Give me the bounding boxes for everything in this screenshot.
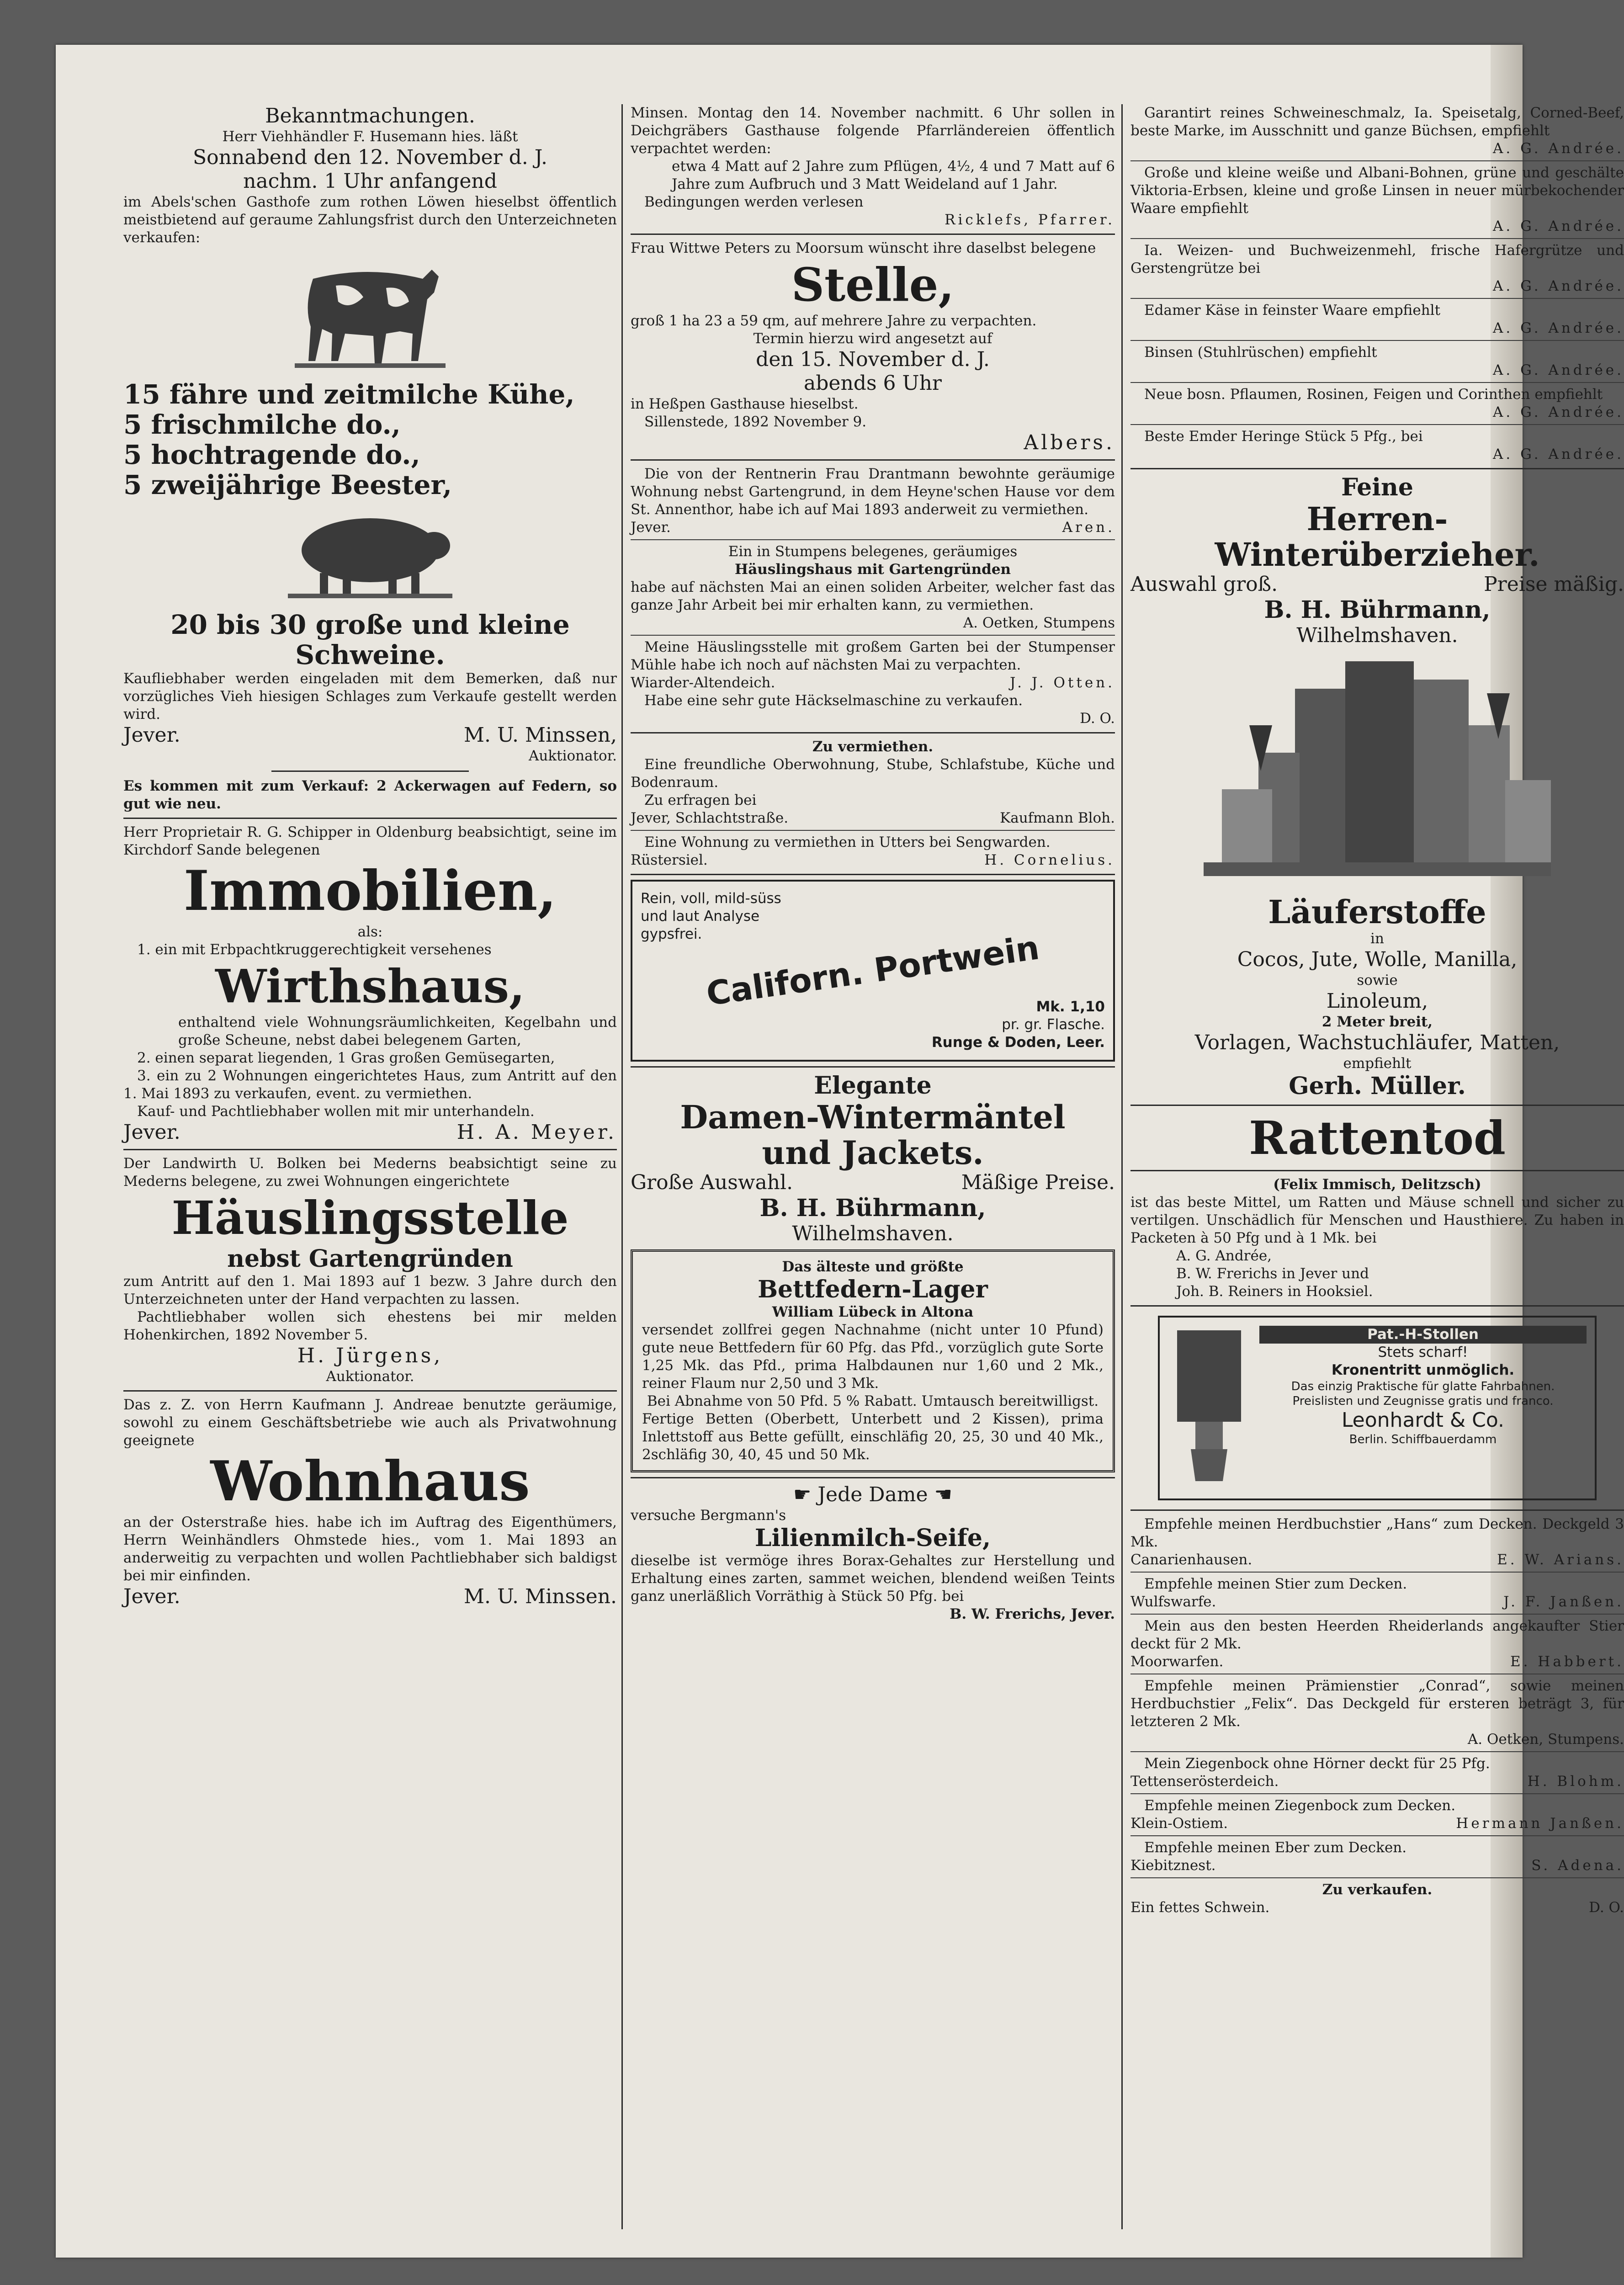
ad-text: Preislisten und Zeugnisse gratis und franco. xyxy=(1292,1394,1554,1408)
ad-text: Empfehle meinen Herdbuchstier „Hans“ zum Decken. Deckgeld 3 Mk. xyxy=(1130,1516,1624,1550)
signature: S. Adena. xyxy=(1531,1857,1624,1874)
ad-text: 3. ein zu 2 Wohnungen eingerichtetes Haus, zum Antritt auf den 1. Mai 1893 zu verkaufen, event. zu vermiethen. xyxy=(123,1068,617,1102)
signature: B. W. Frerichs, Jever. xyxy=(950,1606,1115,1622)
divider xyxy=(1130,160,1624,161)
divider xyxy=(1130,298,1624,299)
ad-text: im Abels'schen Gasthofe zum rothen Löwen hieselbst öffentlich meistbietend auf geraume Zahlungsfrist durch den Unterzeichneten verkaufen: xyxy=(123,194,617,246)
signature-row xyxy=(1130,1815,1624,1833)
place: Rüstersiel. xyxy=(631,852,708,868)
divider xyxy=(1130,1751,1624,1752)
ad-title: Bettfedern-Lager xyxy=(758,1275,988,1303)
firm: B. H. Bührmann, xyxy=(1264,596,1491,624)
signature-row xyxy=(631,519,1115,537)
ad-text: Die von der Rentnerin Frau Drantmann bewohnte geräumige Wohnung nebst Gartengrund, in dem Heyne'schen Hause vor dem St. Annenthor, habe ich auf Mai 1893 anderweit zu vermiethen. xyxy=(631,466,1115,518)
signature-row xyxy=(1130,1593,1624,1611)
ad-title: Läuferstoffe xyxy=(1268,893,1486,931)
ad-text: versuche Bergmann's xyxy=(631,1507,786,1524)
ad-text: Bei Abnahme von 50 Pfd. 5 % Rabatt. Umtausch bereitwilligst. xyxy=(647,1393,1099,1409)
signature-row xyxy=(1130,1857,1624,1875)
ad-text: Jede Dame xyxy=(817,1483,928,1506)
firm: B. H. Bührmann, xyxy=(759,1194,986,1222)
ad-title: Herren- xyxy=(1306,500,1448,538)
role: Auktionator. xyxy=(528,748,617,764)
divider xyxy=(631,459,1115,461)
place: Jever. xyxy=(123,723,180,747)
ad-text: gypsfrei. xyxy=(641,926,702,942)
carpet-rolls-illustration xyxy=(1194,652,1560,890)
ad-title: Winterüberzieher. xyxy=(1215,536,1540,574)
ad-time: abends 6 Uhr xyxy=(804,372,942,395)
ad-text: Minsen. Montag den 14. November nachmitt. 6 Uhr sollen in Deichgräbers Gasthause folgende Pfarrländereien öffentlich verpachtet werden: xyxy=(631,105,1115,157)
ad-text: Zu erfragen bei xyxy=(644,792,757,808)
ad-text: Kronentritt unmöglich. xyxy=(1331,1362,1515,1378)
signature-row xyxy=(1130,1551,1624,1569)
ad-time: nachm. 1 Uhr anfangend xyxy=(243,170,497,193)
ad-text: Eine freundliche Oberwohnung, Stube, Schlafstube, Küche und Bodenraum. xyxy=(631,756,1115,791)
signature-row xyxy=(1130,1773,1624,1791)
ad-text: Preise mäßig. xyxy=(1484,573,1624,596)
ad-text: Auswahl groß. xyxy=(1130,573,1278,596)
signature-row xyxy=(1130,1899,1624,1917)
ad-text: Rein, voll, mild-süss xyxy=(641,890,781,907)
ad-text: Linoleum, xyxy=(1326,989,1428,1013)
divider xyxy=(1130,1835,1624,1836)
signature: Albers. xyxy=(1024,431,1115,454)
ad-title: Elegante xyxy=(814,1072,932,1100)
signature: E. W. Arians. xyxy=(1497,1552,1624,1568)
ad-text: habe auf nächsten Mai an einen soliden Arbeiter, welcher fast das ganze Jahr Arbeit bei mir erhalten kann, zu vermiethen. xyxy=(631,579,1115,613)
ad-text: Habe eine sehr gute Häckselmaschine zu verkaufen. xyxy=(644,692,1023,709)
ad-text: Das z. Z. von Herrn Kaufmann J. Andreae benutzte geräumige, sowohl zu einem Geschäftsbetriebe wie auch als Privatwohnung geeignete xyxy=(123,1397,617,1449)
ad-text: Garantirt reines Schweineschmalz, Ia. Speisetalg, Corned-Beef, beste Marke, im Ausschnitt und ganze Büchsen, empfiehlt xyxy=(1130,105,1624,139)
divider xyxy=(123,1149,617,1150)
ad-text: Joh. B. Reiners in Hooksiel. xyxy=(1176,1283,1373,1300)
ad-title: Rattentod xyxy=(1249,1111,1506,1165)
signature: J. F. Janßen. xyxy=(1503,1594,1624,1610)
section-heading: Bekanntmachungen. xyxy=(265,104,475,128)
divider xyxy=(631,1477,1115,1478)
ad-text: Empfehle meinen Ziegenbock zum Decken. xyxy=(1144,1797,1456,1814)
livestock-item: 5 zweijährige Beester, xyxy=(123,469,452,500)
place: Kiebitznest. xyxy=(1130,1857,1216,1874)
signature: H. Cornelius. xyxy=(984,852,1115,868)
livestock-item: 5 hochtragende do., xyxy=(123,439,420,470)
signature: A. G. Andrée. xyxy=(1492,320,1624,336)
ad-text: Vorlagen, Wachstuchläufer, Matten, xyxy=(1194,1031,1560,1054)
divider xyxy=(631,234,1115,235)
ad-text: B. W. Frerichs in Jever und xyxy=(1176,1265,1369,1282)
ad-text: Sillenstede, 1892 November 9. xyxy=(644,414,867,430)
ad-text: groß 1 ha 23 a 59 qm, auf mehrere Jahre zu verpachten. xyxy=(631,313,1037,329)
signature-row xyxy=(631,674,1115,692)
ad-subtitle: Zu verkaufen. xyxy=(1322,1881,1433,1898)
ad-text: A. G. Andrée, xyxy=(1176,1248,1272,1264)
ad-text: Edamer Käse in feinster Waare empfiehlt xyxy=(1144,302,1441,319)
ad-text: in Heßpen Gasthause hieselbst. xyxy=(631,396,859,412)
ad-text: Neue bosn. Pflaumen, Rosinen, Feigen und Corinthen empfiehlt xyxy=(1144,386,1603,403)
place: Jever. xyxy=(123,1121,180,1144)
ad-text: 2. einen separat liegenden, 1 Gras großen Gemüsegarten, xyxy=(137,1050,555,1066)
signature: Aren. xyxy=(1062,519,1115,536)
signature-row xyxy=(123,1121,617,1144)
signature: A. G. Andrée. xyxy=(1492,278,1624,294)
signature-row xyxy=(1130,1653,1624,1671)
ad-text: 2 Meter breit, xyxy=(1321,1014,1433,1030)
pig-illustration xyxy=(283,505,457,605)
role: Auktionator. xyxy=(326,1368,414,1385)
ad-text: Herr Proprietair R. G. Schipper in Oldenburg beabsichtigt, seine im Kirchdorf Sande belegenen xyxy=(123,824,617,858)
place: Klein-Ostiem. xyxy=(1130,1815,1228,1832)
divider xyxy=(1130,1572,1624,1573)
price: Mk. 1,10 xyxy=(1036,999,1105,1015)
newspaper-page xyxy=(56,45,1624,2258)
ad-title: Californ. Portwein xyxy=(704,928,1042,1013)
ad-title: Damen-Wintermäntel xyxy=(680,1098,1066,1136)
ad-subtitle: Zu vermiethen. xyxy=(812,739,934,755)
ad-text: Herr Viehhändler F. Husemann hies. läßt xyxy=(222,128,518,145)
place: Jever. xyxy=(123,1585,180,1608)
city: Wilhelmshaven. xyxy=(792,1222,954,1245)
signature: M. U. Minssen. xyxy=(463,1585,617,1608)
ad-text: Ein in Stumpens belegenes, geräumiges xyxy=(728,543,1018,560)
column-middle xyxy=(631,104,1115,2229)
signature: Kaufmann Bloh. xyxy=(1000,810,1115,826)
ad-subtitle: Häuslingshaus mit Gartengründen xyxy=(734,561,1011,578)
signature: A. Oetken, Stumpens xyxy=(963,615,1115,631)
ad-text: als: xyxy=(357,924,383,940)
ad-date: Sonnabend den 12. November d. J. xyxy=(193,146,547,169)
ad-subtitle: nebst Gartengründen xyxy=(227,1245,513,1273)
ad-text: Große Auswahl. xyxy=(631,1171,793,1194)
signature: H. Blohm. xyxy=(1527,1773,1624,1790)
signature: J. J. Otten. xyxy=(1010,675,1115,691)
place: Wulfswarfe. xyxy=(1130,1594,1216,1610)
signature: Ricklefs, Pfarrer. xyxy=(945,212,1115,228)
ad-text: Meine Häuslingsstelle mit großem Garten bei der Stumpenser Mühle habe ich noch auf nächsten Mai zu verpachten. xyxy=(631,639,1115,673)
ad-text: Stets scharf! xyxy=(1378,1344,1468,1360)
signature: A. G. Andrée. xyxy=(1492,218,1624,234)
ad-text: Mein Ziegenbock ohne Hörner deckt für 25 Pfg. xyxy=(1144,1755,1490,1772)
divider xyxy=(1130,238,1624,239)
ad-title: Wohnhaus xyxy=(210,1449,530,1514)
ad-row xyxy=(631,1171,1115,1195)
signature: A. G. Andrée. xyxy=(1492,446,1624,462)
ad-text: Mein aus den besten Heerden Rheiderlands angekaufter Stier deckt für 2 Mk. xyxy=(1130,1618,1624,1652)
ad-text: und laut Analyse xyxy=(641,908,760,925)
signature: A. Oetken, Stumpens. xyxy=(1467,1731,1624,1748)
divider xyxy=(1130,424,1624,425)
firm: Leonhardt & Co. xyxy=(1341,1408,1505,1432)
ad-text: in xyxy=(1370,930,1384,947)
ad-text: Das einzig Praktische für glatte Fahrbahnen. xyxy=(1291,1380,1555,1393)
ad-text: Empfehle meinen Stier zum Decken. xyxy=(1144,1576,1407,1592)
ad-text: versendet zollfrei gegen Nachnahme (nicht unter 10 Pfund) gute neue Bettfedern für 60 Pfg. das Pfd., vorzüglich gute Sorte 1,25 Mk. das Pfd., prima Halbdaunen nur 1,60 und 2 Mk., reiner Flaum nur 2,50 und 3 Mk. xyxy=(642,1322,1104,1392)
ad-title: Immobilien, xyxy=(183,859,557,923)
divider xyxy=(631,732,1115,733)
divider xyxy=(1130,468,1624,469)
ad-text: Ia. Weizen- und Buchweizenmehl, frische Hafergrütze und Gerstengrütze bei xyxy=(1130,242,1624,276)
divider xyxy=(271,771,469,772)
divider xyxy=(1130,382,1624,383)
ad-title: und Jackets. xyxy=(762,1134,984,1172)
signature-row xyxy=(631,851,1115,869)
divider xyxy=(631,1066,1115,1068)
livestock-item: 20 bis 30 große und kleine Schweine. xyxy=(170,609,570,670)
column-rule xyxy=(621,104,623,2229)
place: Wiarder-Altendeich. xyxy=(631,675,775,691)
ad-text: Es kommen mit zum Verkauf: 2 Ackerwagen auf Federn, so gut wie neu. xyxy=(123,778,617,812)
signature: Hermann Janßen. xyxy=(1456,1815,1624,1832)
ad-title: Feine xyxy=(1341,473,1413,501)
divider xyxy=(1130,1305,1624,1307)
divider xyxy=(1130,1170,1624,1171)
place: Tettenserösterdeich. xyxy=(1130,1773,1279,1790)
ad-subtitle: (Felix Immisch, Delitzsch) xyxy=(1273,1176,1481,1193)
ad-text: Das älteste und größte xyxy=(782,1259,964,1275)
signature: A. G. Andrée. xyxy=(1492,362,1624,378)
place: Canarienhausen. xyxy=(1130,1552,1252,1568)
divider xyxy=(631,539,1115,540)
stollen-ad xyxy=(1158,1316,1597,1500)
ad-text: 1. ein mit Erbpachtkruggerechtigkeit versehenes xyxy=(137,941,492,958)
divider xyxy=(123,1390,617,1392)
ad-text: Kaufliebhaber werden eingeladen mit dem Bemerken, daß nur vorzügliches Vieh hiesigen Schlages zum Verkaufe gestellt werden wird. xyxy=(123,670,617,723)
signature-row xyxy=(123,1585,617,1609)
livestock-item: 5 frischmilche do., xyxy=(123,409,401,440)
ad-text: zum Antritt auf den 1. Mai 1893 auf 1 bezw. 3 Jahre durch den Unterzeichneten unter der Hand verpachten zu lassen. xyxy=(123,1273,617,1307)
ad-text: Frau Wittwe Peters zu Moorsum wünscht ihre daselbst belegene xyxy=(631,240,1096,256)
ad-text: Empfehle meinen Prämienstier „Conrad“, sowie meinen Herdbuchstier „Felix“. Das Deckgeld für ersteren beträgt 3, für letzteren 2 Mk. xyxy=(1130,1678,1624,1730)
signature: D. O. xyxy=(1080,710,1115,727)
divider xyxy=(123,818,617,819)
divider xyxy=(631,635,1115,636)
divider xyxy=(1130,1877,1624,1878)
ad-text: Pachtliebhaber wollen sich ehestens bei mir melden Hohenkirchen, 1892 November 5. xyxy=(123,1309,617,1343)
ad-text: Große und kleine weiße und Albani-Bohnen, grüne und geschälte Viktoria-Erbsen, kleine und große Linsen in neuer mürbekochender Waare empfiehlt xyxy=(1130,165,1624,217)
divider xyxy=(1130,340,1624,341)
firm: Gerh. Müller. xyxy=(1289,1072,1466,1100)
ad-text: Der Landwirth U. Bolken bei Mederns beabsichtigt seine zu Mederns belegene, zu zwei Wohnungen eingerichtete xyxy=(123,1155,617,1190)
ad-text: dieselbe ist vermöge ihres Borax-Gehaltes zur Herstellung und Erhaltung eines zarten, sammet weichen, blendend weißen Teints ganz unerläßlich Vorräthig à Stück 50 Pfg. bei xyxy=(631,1552,1115,1605)
ad-text: Bedingungen werden verlesen xyxy=(644,194,864,210)
firm: Runge & Doden, Leer. xyxy=(931,1034,1105,1051)
ad-title: Pat.-H-Stollen xyxy=(1259,1326,1587,1344)
ad-text: Kauf- und Pachtliebhaber wollen mit mir unterhandeln. xyxy=(137,1103,535,1120)
stollen-text xyxy=(1259,1326,1587,1490)
divider xyxy=(1130,1614,1624,1615)
ad-text: Binsen (Stuhlrüschen) empfiehlt xyxy=(1144,344,1377,361)
signature: M. U. Minssen, xyxy=(463,723,617,747)
ad-text: Empfehle meinen Eber zum Decken. xyxy=(1144,1839,1407,1856)
place: Jever. xyxy=(631,519,671,536)
livestock-item: 15 fähre und zeitmilche Kühe, xyxy=(123,379,575,410)
signature-row xyxy=(631,809,1115,827)
signature: A. G. Andrée. xyxy=(1492,404,1624,420)
ad-text: sowie xyxy=(1357,972,1398,988)
column-left xyxy=(123,104,617,2229)
ad-subtitle: Wirthshaus, xyxy=(215,959,525,1013)
ad-text: Mäßige Preise. xyxy=(961,1171,1115,1194)
ad-text: Ein fettes Schwein. xyxy=(1130,1899,1270,1916)
divider xyxy=(631,830,1115,831)
signature: A. G. Andrée. xyxy=(1492,140,1624,157)
place: Jever, Schlachtstraße. xyxy=(631,810,789,826)
signature: D. O. xyxy=(1589,1899,1624,1916)
ad-text: an der Osterstraße hies. habe ich im Auftrag des Eigenthümers, Herrn Weinhändlers Ohmstede hies., vom 1. Mai 1893 an anderweitig zu verpachten und wollen Pachtliebhaber sich baldigst bei mir einfinden. xyxy=(123,1514,617,1584)
cow-illustration xyxy=(295,251,446,375)
ad-row xyxy=(1130,573,1624,596)
signature: H. A. Meyer. xyxy=(456,1121,617,1144)
portwein-ad xyxy=(631,880,1115,1062)
ad-text: enthaltend viele Wohnungsräumlichkeiten, Kegelbahn und große Scheune, nebst dabei belegenem Garten, xyxy=(178,1014,617,1048)
ad-text: etwa 4 Matt auf 2 Jahre zum Pflügen, 4½, 4 und 7 Matt auf 6 Jahre zum Aufbruch und 3 Matt Weideland auf 1 Jahr. xyxy=(672,158,1115,192)
bettfedern-ad xyxy=(631,1249,1115,1472)
signature: E. Habbert. xyxy=(1510,1653,1624,1670)
ad-text: Beste Emder Heringe Stück 5 Pfg., bei xyxy=(1144,428,1423,445)
place: Moorwarfen. xyxy=(1130,1653,1224,1670)
ad-date: den 15. November d. J. xyxy=(756,348,990,371)
divider xyxy=(1130,1509,1624,1511)
ad-text: Termin hierzu wird angesetzt auf xyxy=(753,330,992,347)
city: Berlin. Schiffbauerdamm xyxy=(1349,1433,1497,1446)
ad-title: Häuslingsstelle xyxy=(171,1191,569,1245)
ad-text: Eine Wohnung zu vermiethen in Utters bei Sengwarden. xyxy=(644,834,1051,850)
signature-row xyxy=(123,723,617,747)
ad-title: Stelle, xyxy=(791,258,955,312)
city: Wilhelmshaven. xyxy=(1296,624,1458,647)
ad-text: empfiehlt xyxy=(1343,1055,1412,1072)
horseshoe-stud-icon xyxy=(1168,1326,1250,1490)
ad-subtitle: ☛ Jede Dame ☚ xyxy=(793,1483,952,1506)
column-right xyxy=(1130,104,1624,2229)
divider xyxy=(1130,1793,1624,1794)
firm: William Lübeck in Altona xyxy=(772,1304,974,1320)
column-rule xyxy=(1121,104,1123,2229)
divider xyxy=(631,874,1115,875)
ad-text: Fertige Betten (Oberbett, Unterbett und 2 Kissen), prima Inlettstoff aus Bette gefüllt, einschläfig 20, 25, 30 und 40 Mk., 2schläfig 30, 40, 45 und 50 Mk. xyxy=(642,1411,1104,1463)
ad-title: Lilienmilch-Seife, xyxy=(754,1524,991,1552)
ad-text: ist das beste Mittel, um Ratten und Mäuse schnell und sicher zu vertilgen. Unschädlich für Menschen und Hausthiere. Zu haben in Packeten à 50 Pfg und à 1 Mk. bei xyxy=(1130,1194,1624,1246)
ad-text: Cocos, Jute, Wolle, Manilla, xyxy=(1237,948,1518,971)
signature: H. Jürgens, xyxy=(297,1344,443,1367)
price-unit: pr. gr. Flasche. xyxy=(1002,1016,1105,1033)
divider xyxy=(1130,1105,1624,1106)
